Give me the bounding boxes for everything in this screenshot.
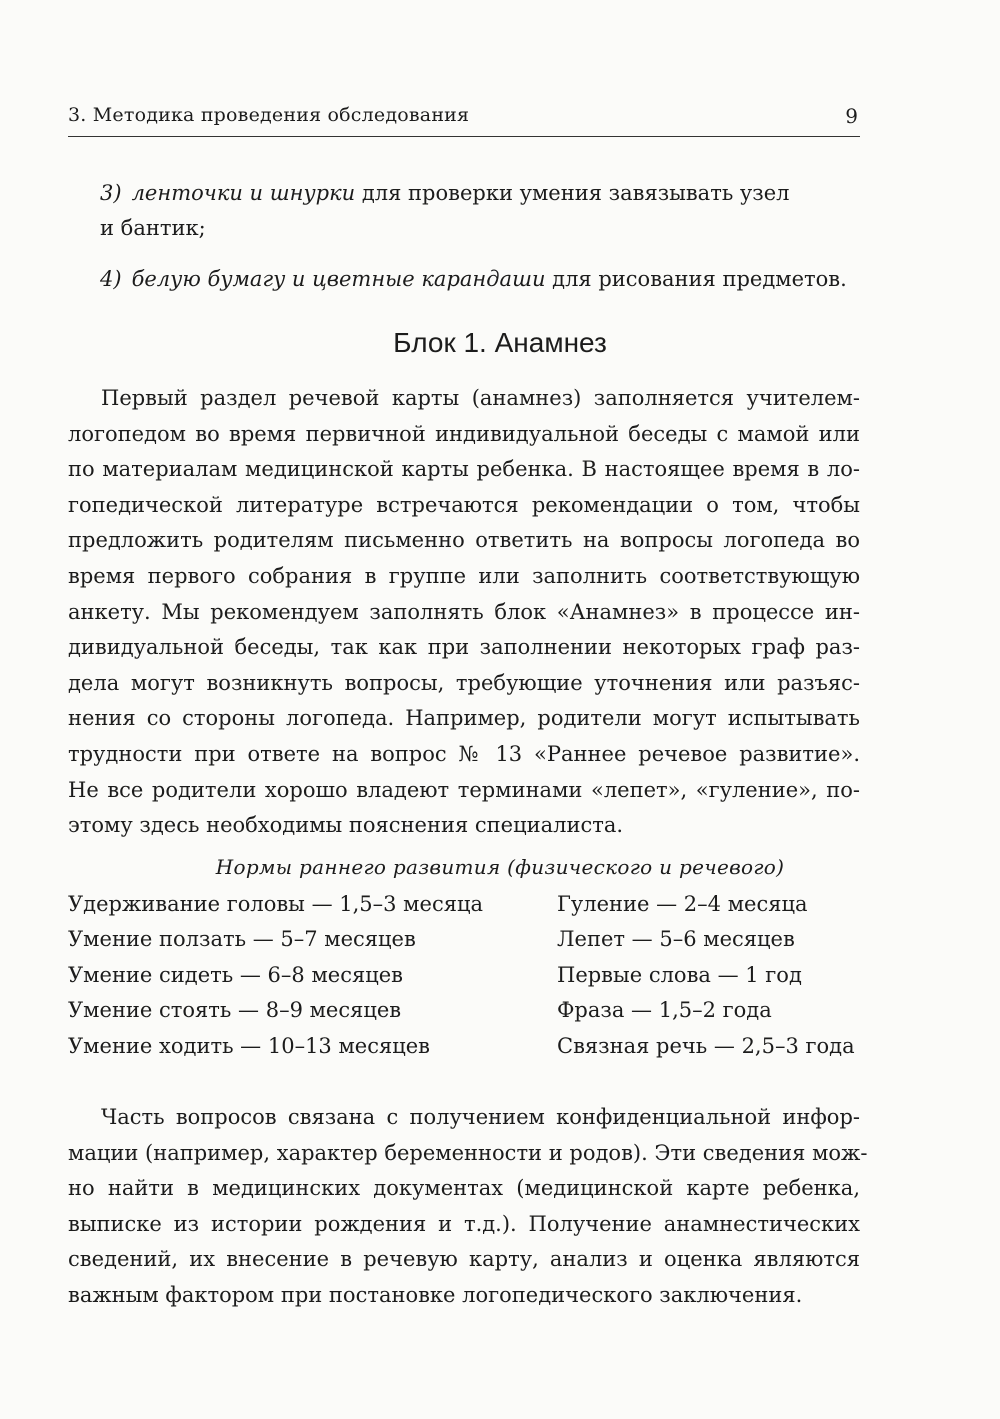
norm-item: Гуление — 2–4 месяца — [557, 892, 808, 916]
text-line: гопедической литературе встречаются рекомендации о том, чтобы — [68, 492, 860, 517]
page-number: 9 — [845, 104, 858, 128]
paragraph-anamnesis — [68, 381, 860, 844]
list-item-text: для рисования предметов. — [545, 267, 847, 291]
norm-item: Умение стоять — 8–9 месяцев — [68, 998, 402, 1023]
norms-physical-list — [68, 887, 483, 1064]
text-line: логопедом во время первичной индивидуальной беседы с мамой или — [68, 421, 860, 446]
norm-item: Лепет — 5–6 месяцев — [557, 927, 795, 952]
list-number: 3) — [100, 181, 122, 205]
text-line: время первого собрания в группе или заполнить соответствующую — [68, 563, 860, 588]
text-line: нения со стороны логопеда. Например, родители могут испытывать — [68, 706, 860, 731]
list-item-4 — [100, 262, 860, 297]
text-line: выписке из истории рождения и т.д.). Получение анамнестических — [68, 1211, 860, 1236]
text-line: Часть вопросов связана с получением конфиденциальной инфор- — [101, 1105, 860, 1129]
list-item-italic: белую бумагу и цветные карандаши — [131, 267, 546, 291]
norm-item: Удерживание головы — 1,5–3 месяца — [68, 892, 483, 916]
norm-item: Фраза — 1,5–2 года — [557, 998, 772, 1023]
text-line: Первый раздел речевой карты (анамнез) заполняется учителем- — [101, 386, 860, 410]
norms-title: Нормы раннего развития (физического и речевого) — [215, 855, 785, 879]
norm-item: Связная речь — 2,5–3 года — [557, 1033, 855, 1058]
text-line: дивидуальной беседы, так как при заполнении некоторых граф раз- — [68, 635, 860, 660]
norms-speech-list — [557, 887, 855, 1064]
list-item-italic: ленточки и шнурки — [131, 181, 356, 205]
block-heading: Блок 1. Анамнез — [393, 327, 607, 358]
norm-item: Первые слова — 1 год — [557, 962, 802, 987]
section-title: 3. Методика проведения обследования — [68, 104, 470, 126]
list-number: 4) — [100, 267, 122, 291]
running-header — [68, 104, 860, 137]
text-line: Не все родители хорошо владеют терминами «лепет», «гуление», по- — [68, 777, 860, 802]
norm-item: Умение сидеть — 6–8 месяцев — [68, 962, 403, 987]
text-line: важным фактором при постановке логопедического заключения. — [68, 1282, 803, 1307]
text-line: сведений, их внесение в речевую карту, анализ и оценка являются — [68, 1247, 860, 1272]
text-line: анкету. Мы рекомендуем заполнять блок «Анамнез» в процессе ин- — [68, 599, 860, 624]
paragraph-confidential — [68, 1100, 868, 1314]
norm-item: Умение ходить — 10–13 месяцев — [68, 1033, 430, 1058]
list-item-text: для проверки умения завязывать узел — [355, 181, 790, 205]
norm-item: Умение ползать — 5–7 месяцев — [68, 927, 416, 952]
text-line: этому здесь необходимы пояснения специалиста. — [68, 813, 624, 838]
text-line: по материалам медицинской карты ребенка. В настоящее время в ло- — [68, 457, 860, 482]
text-line: трудности при ответе на вопрос № 13 «Раннее речевое развитие». — [68, 741, 860, 766]
text-line: дела могут возникнуть вопросы, требующие уточнения или разъяс- — [68, 670, 860, 695]
list-item-text: и бантик; — [100, 216, 206, 240]
text-line: мации (например, характер беременности и родов). Эти сведения мож- — [68, 1140, 868, 1165]
text-line: но найти в медицинских документах (медицинской карте ребенка, — [68, 1176, 860, 1201]
text-line: предложить родителям письменно ответить на вопросы логопеда во — [68, 528, 860, 553]
list-item-3 — [100, 176, 860, 246]
